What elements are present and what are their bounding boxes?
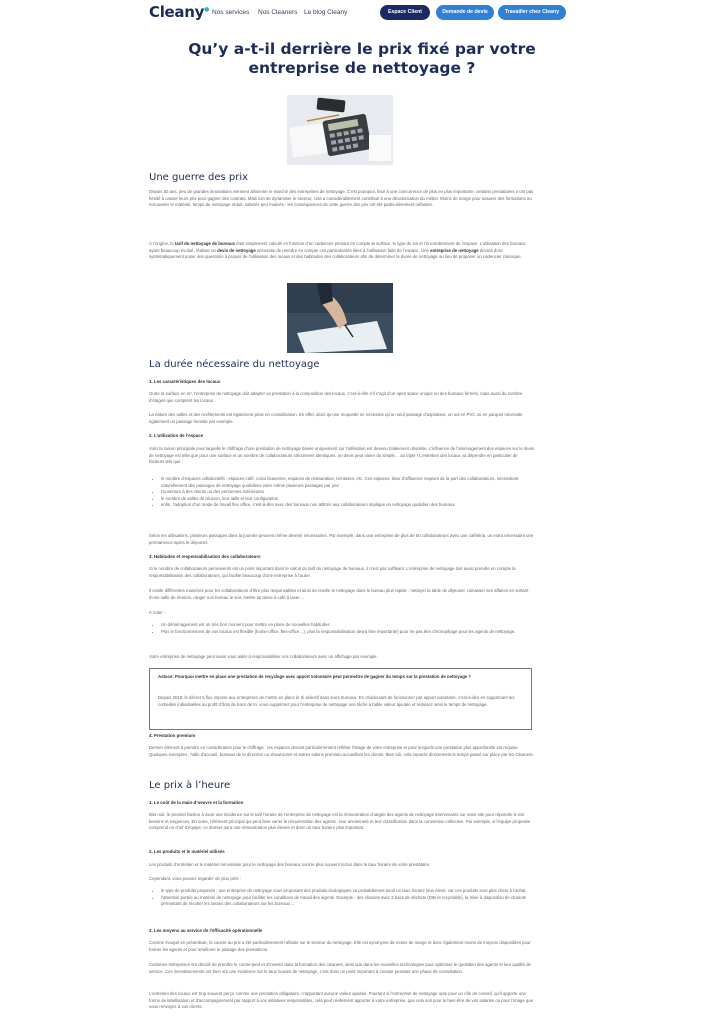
factors-list — [155, 476, 541, 509]
subheading: 2. Les produits et le matériel utilisés — [149, 849, 225, 854]
list-item: • le nombre d’espaces collaboratifs : espaces café, coins tisaneries, espaces de restauration, terrasses, etc. Ces espaces, lieux d’affluence majeurs de la part des collaborateurs, nécessitent naturellement des passages de nettoyage quotidiens voire même plusieurs passages par jour — [161, 476, 541, 489]
products-list — [155, 888, 541, 908]
paragraph: Dernier élément à prendre en considération pour le chiffrage : les espaces devant particulièrement refléter l’image de votre entreprise et pour lesquels une prestation plus approfondie est requise. Quelques exemples : halls d’accueil, bureaux de la direction ou showrooms et autres salons premium accueillant les clients. Bien sûr, cela impacte directement le temps passé sur place par les Cleaners. — [149, 745, 534, 757]
paragraph: La nature des salles et des revêtements est également prise en considération. En effet, alors qu’une moquette ne nécessite qu’un seul passage d’aspirateur, un sol en PVC ou en parquet nécessite également un passage humide par exemple. — [149, 412, 523, 424]
logo-mark-icon: ● — [204, 6, 210, 13]
paragraph: Les produits d’entretien et le matériel nécessaire pour le nettoyage des bureaux sont le plus souvent inclus dans le taux horaire de votre prestataire. — [149, 862, 431, 867]
section-heading-price-war: Une guerre des prix — [149, 172, 249, 183]
list-item: • Plus le fonctionnement de vos locaux est flexible (home-office, flex-office…), plus la responsabilisation devra être importante) pour ne pas être chronophage pour les agents de nettoyage. — [161, 629, 541, 636]
section-heading-duration: La durée nécessaire du nettoyage — [149, 359, 320, 370]
client-space-button[interactable]: Espace Client — [380, 5, 430, 20]
notes-list — [155, 622, 541, 635]
nav-link-blog[interactable]: Le blog Cleany — [304, 9, 348, 16]
list-item: • l’ouverture à des clients ou des personnes extérieures — [161, 489, 541, 496]
paragraph: Si le nombre de collaborateurs permanents est un point important dans le calcul du tarif du nettoyage de bureaux, il n’est pas suffisant. L’entreprise de nettoyage doit aussi prendre en compte la responsabilisation des collaborateurs, qui facilite beaucoup d’une entreprise à l’autre. — [149, 566, 516, 578]
page-title: Qu’y a-t-il derrière le prix fixé par votre entreprise de nettoyage ? — [188, 40, 536, 77]
paragraph: Certaines entreprises ont décidé de prendre le contre-pied et d’investir dans la formation des cleaners, ainsi que dans les nouvelles technologies pour optimiser le quotidien des agents et leur qualité de service. Ces investissements ont bien sûr une incidence sur le taux horaire de nettoyage, c’est donc un point important à creuser pendant une phase de consultation. — [149, 962, 531, 974]
paragraph: Comme évoqué en préambule, la course au prix a été particulièrement néfaste sur le secteur du nettoyage. Elle est synonyme de moins de marge et donc également moins de moyens disponibles pour former les agents et pour améliorer le pilotage des prestations. — [149, 940, 531, 952]
tip-body: Depuis 2018, le décret 5 flux impose aux entreprises de mettre en place le tri sélectif dans leurs bureaux. En choisissant de fonctionner par apport volontaire, c’est-à-dire en supprimant les corbeilles individuelles au profit d’îlots de bacs de tri, vous supprimez pour l’entreprise de nettoyage une tâche à faible valeur ajoutée et réduisez ainsi le temps de nettoyage. — [158, 695, 515, 707]
nav-link-services[interactable]: Nos services — [212, 9, 250, 16]
calculator-illustration — [287, 95, 393, 165]
paragraph: Cependant, vous pouvez regarder de plus près : — [149, 876, 241, 881]
subheading: 3. Les moyens au service de l’efficacité opérationnelle — [149, 928, 263, 933]
work-with-cleany-button[interactable]: Travailler chez Cleany — [498, 5, 566, 20]
paragraph: Bien sûr, le premier facteur à avoir une incidence sur le tarif horaire de l’entreprise de nettoyage est la rémunération chargée des agents de nettoyage intervenants sur votre site pour répondre à vos besoins et exigences. En outre, l’élément principal qui peut faire varier la rémunération des agents : leur ancienneté et leur classification dans la convention collective. Par exemple, si l’équipe proposée comprend un chef d’équipe, ce dernier aura une rémunération plus élevée et donc un taux horaire plus important. — [149, 812, 531, 831]
paragraph: Votre entreprise de nettoyage peut aussi vous aider à responsabiliser vos collaborateurs avec un affichage par exemple. — [149, 654, 378, 659]
quote-request-button[interactable]: Demande de devis — [436, 5, 494, 20]
subheading: 2. L’utilisation de l’espace — [149, 433, 204, 438]
list-item: • Un déménagement est un très bon moment pour mettre en place de nouvelles habitudes — [161, 622, 541, 629]
subheading: 1. Le coût de la main-d’oeuvre et la formation — [149, 800, 244, 805]
subheading: 3. Habitudes et responsabilisation des collaborateurs — [149, 554, 261, 559]
subheading: 4. Prestation premium — [149, 733, 196, 738]
paragraph: Il existe différentes manières pour les collaborateurs d’être plus responsables et ainsi de rendre le nettoyage dans le bureau plus rapide : nettoyer la table de déjeuner, ramasser ses affaires en sortant d’une salle de réunion, ranger son bureau le soir, mettre sa tasse à café à laver… — [149, 588, 529, 600]
paragraph: Outre la surface en m², l’entreprise de nettoyage doit adapter sa prestation à la composition des locaux, c’est-à-dire s’il s’agit d’un open space unique ou des bureaux fermés, mais aussi du nombre d’étages que comptent les locaux. — [149, 391, 523, 403]
paragraph: À noter : — [149, 610, 166, 615]
subheading: 1. Les caractéristiques des locaux — [149, 379, 221, 384]
paragraph: À l’origine, le tarif du nettoyage de bureaux était simplement calculé en fonction d’un cadencier prenant en compte la surface, le type de sol et l’encombrement de l’espace. L’utilisation des bureaux ayant beaucoup évolué, réaliser un devis de nettoyage nécessite de prendre en compte ces particularités liées à l’utilisation faite de l’espace. Une entreprise de nettoyage devrait donc systématiquement poser des questions à propos de l’utilisation des locaux et des habitudes des collaborateurs afin de déterminer la durée de nettoyage au lieu de proposer un cadencier classique. — [149, 241, 526, 260]
list-item: • l’attention portée au matériel de nettoyage pour faciliter les conditions de travail des agents. Exemple : des chariots avec 2 bacs de déchets (DIB et recyclable), la mise à disposition de chariots permettant de récolter les tasses des collaborateurs sur les bureaux… — [161, 895, 541, 908]
list-item: • le nombre de salles de réunion, leur taille et leur configuration — [161, 496, 541, 503]
paragraph: Selon les utilisations, plusieurs passages dans la journée peuvent même devenir nécessaires. Par exemple, dans une entreprise de plus de 50 collaborateurs avec une cafétéria, un extra nécessaire une permanence après le déjeuner. — [149, 533, 534, 545]
tip-box — [149, 668, 532, 730]
tip-title: Astuce: Pourquoi mettre en place une prestation de recyclage avec apport volontaire peut permettre de gagner du temps sur la prestation de nettoyage ? — [158, 674, 472, 679]
section-heading-hourly-price: Le prix à l’heure — [149, 780, 231, 791]
list-item: • enfin, l’adoption d’un mode de travail flex office, c’est-à-dire avec des bureaux non attitrés aux collaborateurs implique un nettoyage quotidien des bureaux. — [161, 502, 541, 509]
paragraph: Depuis 50 ans, peu de grandes innovations viennent alimenter le marché des entreprises de nettoyage. C’est pourquoi, face à une concurrence de plus en plus importante, certains prestataires n’ont pas hésité à casser leurs prix pour gagner des contrats. Mais loin de dynamiser le secteur, cela a considérablement contribué à une dévalorisation du métier. Moins de marge pour assurer des formations ou renouveler le matériel, temps de nettoyage réduit, salariés peu motivés : les conséquences de cette guerre des prix ont été particulièrement néfastes. — [149, 189, 534, 208]
top-navigation — [0, 0, 724, 26]
paragraph: L’entretien des locaux est trop souvent perçu comme une prestation obligatoire, n’apportant aucune valeur ajoutée. Pourtant si l’entreprise de nettoyage opte pour un rôle de conseil, qu’il apporte une forme de labellisation et d’accompagnement par rapport à vos initiatives responsables, cela peut réellement apporter à votre entreprise, que cela soit pour le bien-être de vos salariés ou pour l’image que vous renvoyez à vos clients. — [149, 991, 534, 1010]
writing-hand-illustration — [287, 283, 393, 353]
nav-link-cleaners[interactable]: Nos Cleaners — [258, 9, 298, 16]
paragraph: Voici la raison principale pour laquelle le chiffrage d’une prestation de nettoyage basée uniquement sur l’utilisation est devenu totalement obsolète. L’influence de l’aménagement des espaces sur le devis de nettoyage est telle que pour une surface et un nombre de collaborateurs strictement identiques, un devis peut varier du simple… au triple ! L’entretien des locaux va dépendre en particulier de facteurs tels que : — [149, 446, 534, 465]
list-item: • le type de produits proposés : une entreprise de nettoyage vous proposant des produits écologiques va probablement avoir un taux horaire plus élevé, car ces produits sont plus chers à l’achat. — [161, 888, 541, 895]
cleany-logo[interactable]: Cleany● — [149, 3, 210, 21]
